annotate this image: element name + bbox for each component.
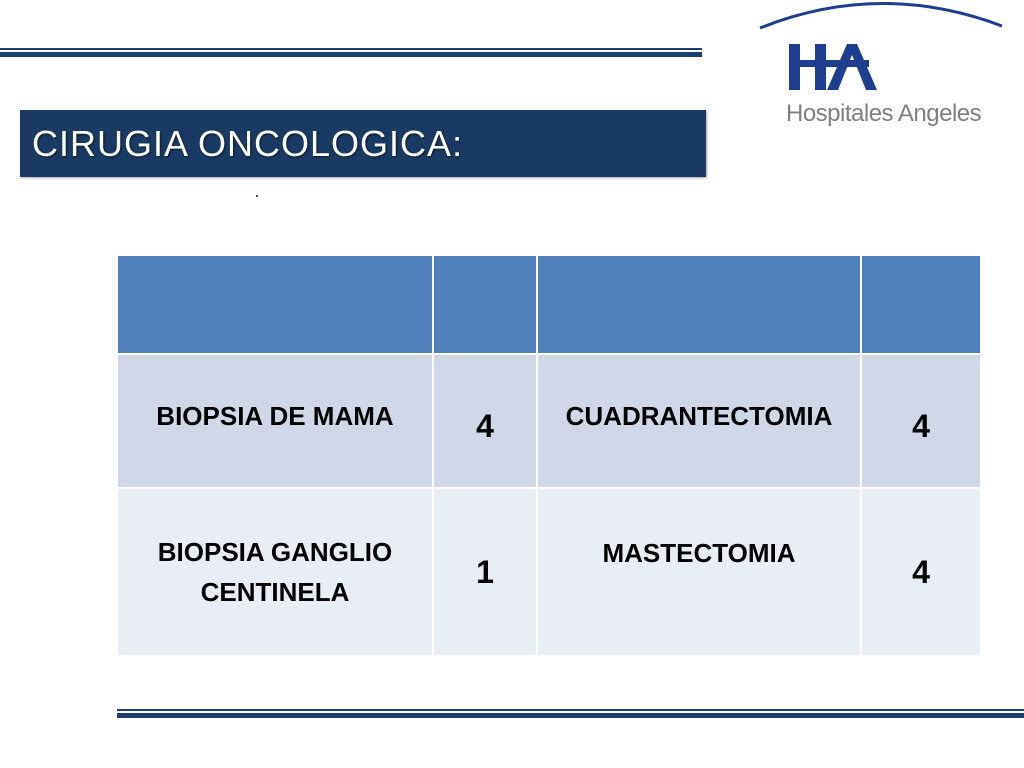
procedure-count: 4 [912,407,930,444]
procedure-name-line1: BIOPSIA GANGLIO [157,537,393,567]
procedure-count: 4 [912,553,930,590]
table-row [117,354,981,488]
procedure-count: 1 [476,553,494,590]
logo-arc-icon [760,3,1002,28]
procedure-cell [537,354,861,488]
procedure-name: CUADRANTECTOMIA [565,401,833,431]
count-cell [861,488,981,656]
ha-monogram-icon [789,44,877,90]
top-divider [0,48,702,57]
procedure-name: BIOPSIA DE MAMA [156,401,394,431]
header-cell [117,255,433,354]
bottom-divider [117,709,1024,718]
procedure-name: MASTECTOMIA [602,538,796,568]
count-cell [433,354,537,488]
procedure-name-line2: CENTINELA [200,577,350,607]
header-cell [861,255,981,354]
procedure-cell [117,488,433,656]
header-cell [537,255,861,354]
count-cell [861,354,981,488]
procedure-cell [117,354,433,488]
table-row [117,488,981,656]
title-banner [20,110,706,177]
procedure-count: 4 [476,407,494,444]
procedures-table [116,254,982,657]
logo-brand-name: Hospitales Angeles [786,100,982,127]
procedure-cell [537,488,861,656]
count-cell [433,488,537,656]
table-header-row [117,255,981,354]
page-title: CIRUGIA ONCOLOGICA: [32,122,464,164]
header-cell [433,255,537,354]
decorative-dot [256,195,258,197]
